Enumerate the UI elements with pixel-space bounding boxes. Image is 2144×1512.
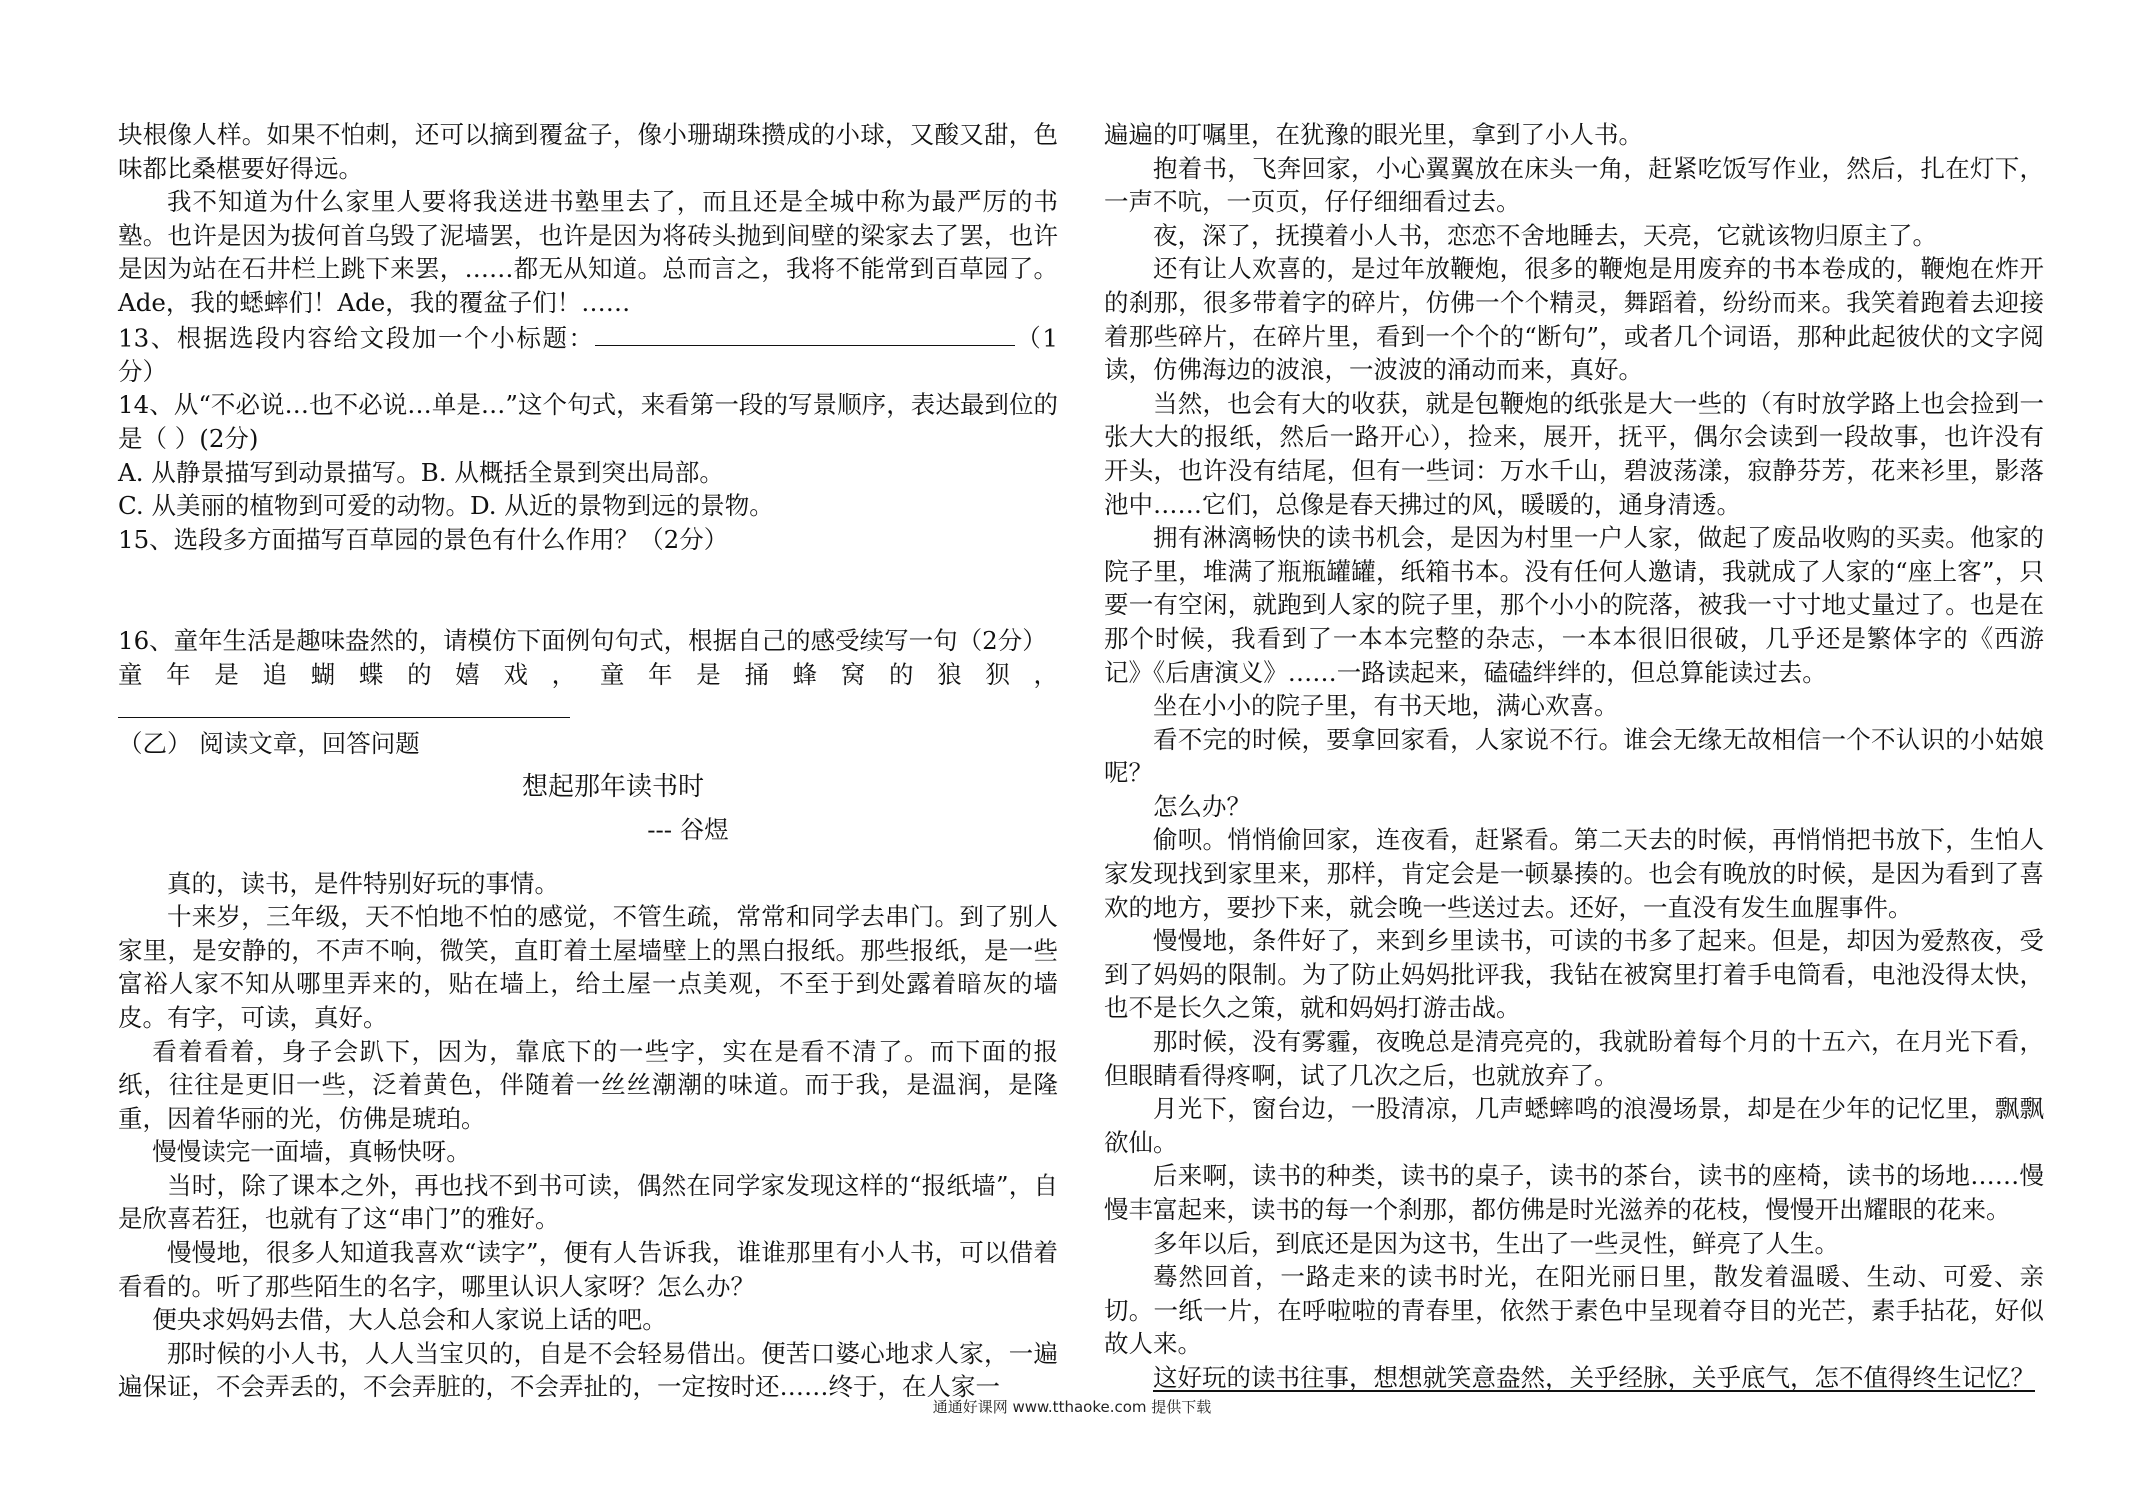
question-13-text: 13、根据选段内容给文段加一个小标题： xyxy=(118,323,595,353)
closing-paragraph xyxy=(1104,1361,2044,1395)
right-column xyxy=(1104,118,2044,1395)
paragraph: 蓦然回首，一路走来的读书时光，在阳光丽日里，散发着温暖、生动、可爱、亲切。一纸一片，在呼啦啦的青春里，依然于素色中呈现着夺目的光芒，素手拈花，好似故人来。 xyxy=(1104,1262,2044,1359)
spacer xyxy=(118,847,1058,867)
answer-blank[interactable] xyxy=(118,692,570,719)
paragraph: 看着看着，身子会趴下，因为，靠底下的一些字，实在是看不清了。而下面的报纸，往往是更旧一些，泛着黄色，伴随着一丝丝潮潮的味道。而于我，是温润，是隆重，因着华丽的光，仿佛是琥珀。 xyxy=(118,1036,1058,1133)
underlined-sentence: 这好玩的读书往事，想想就笑意盎然，关乎经脉，关乎底气，怎不值得终生记忆？ xyxy=(1153,1362,2035,1392)
question-16: 16、童年生活是趣味盎然的，请模仿下面例句句式，根据自己的感受续写一句（2分） xyxy=(118,626,1047,656)
question-16-example xyxy=(118,658,1058,727)
paragraph: 真的，读书，是件特别好玩的事情。 xyxy=(167,868,559,898)
example-sentence: 童年是追蝴蝶的嬉戏，童年是捅蜂窝的狼狈， xyxy=(118,660,1058,690)
question-14: 14、从“不必说…也不必说…单是…”这个句式，来看第一段的写景顺序，表达最到位的是（ ）(2分) xyxy=(118,390,1058,454)
paragraph: 偷呗。悄悄偷回家，连夜看，赶紧看。第二天去的时候，再悄悄把书放下，生怕人家发现找到家里来，那样，肯定会是一顿暴揍的。也会有晚放的时候，是因为看到了喜欢的地方，要抄下来，就会晚一些送过去。还好，一直没有发生血腥事件。 xyxy=(1104,825,2044,922)
essay-author: --- 谷煜 xyxy=(647,814,729,844)
question-13-score: （1分） xyxy=(118,323,1058,386)
paragraph: 那时候，没有雾霾，夜晚总是清亮亮的，我就盼着每个月的十五六，在月光下看，但眼睛看得疼啊，试了几次之后，也就放弃了。 xyxy=(1104,1027,2044,1090)
paragraph: 拥有淋漓畅快的读书机会，是因为村里一户人家，做起了废品收购的买卖。他家的院子里，堆满了瓶瓶罐罐，纸箱书本。没有任何人邀请，我就成了人家的“座上客”，只要一有空闲，就跑到人家的院子里，那个小小的院落，被我一寸寸地丈量过了。也是在那个时候，我看到了一本本完整的杂志，一本本很旧很破，几乎还是繁体字的《西游记》《后唐演义》……一路读起来，磕磕绊绊的，但总算能读过去。 xyxy=(1104,523,2044,687)
paragraph: 慢慢地，很多人知道我喜欢“读字”，便有人告诉我，谁谁那里有小人书，可以借着看看的。听了那些陌生的名字，哪里认识人家呀？怎么办？ xyxy=(118,1238,1058,1301)
paragraph: 坐在小小的院子里，有书天地，满心欢喜。 xyxy=(1153,691,1619,721)
paragraph: 抱着书，飞奔回家，小心翼翼放在床头一角，赶紧吃饭写作业，然后，扎在灯下，一声不吭，一页页，仔仔细细看过去。 xyxy=(1104,153,2044,217)
paragraph: 慢慢地，条件好了，来到乡里读书，可读的书多了起来。但是，却因为爱熬夜，受到了妈妈的限制。为了防止妈妈批评我，我钻在被窝里打着手电筒看，电池没得太快，也不是长久之策，就和妈妈打游击战。 xyxy=(1104,926,2044,1023)
paragraph: 十来岁，三年级，天不怕地不怕的感觉，不管生疏，常常和同学去串门。到了别人家里，是安静的，不声不响，微笑，直盯着土屋墙壁上的黑白报纸。那些报纸，是一些富裕人家不知从哪里弄来的，贴在墙上，给土屋一点美观，不至于到处露着暗灰的墙皮。有字，可读，真好。 xyxy=(118,902,1058,1032)
paragraph: 后来啊，读书的种类，读书的桌子，读书的茶台，读书的座椅，读书的场地……慢慢丰富起来，读书的每一个刹那，都仿佛是时光滋养的花枝，慢慢开出耀眼的花来。 xyxy=(1104,1161,2044,1224)
paragraph: 月光下，窗台边，一股清凉，几声蟋蟀鸣的浪漫场景，却是在少年的记忆里，飘飘欲仙。 xyxy=(1104,1094,2044,1157)
paragraph: 那时候的小人书，人人当宝贝的，自是不会轻易借出。便苦口婆心地求人家，一遍遍保证，不会弄丢的，不会弄脏的，不会弄扯的，一定按时还……终于，在人家一 xyxy=(118,1338,1058,1402)
option-ab: A. 从静景描写到动景描写。B. 从概括全景到突出局部。 xyxy=(118,457,724,487)
paragraph: 遍遍的叮嘱里，在犹豫的眼光里，拿到了小人书。 xyxy=(1104,120,1643,149)
question-13 xyxy=(118,320,1058,389)
paragraph: 当时，除了课本之外，再也找不到书可读，偶然在同学家发现这样的“报纸墙”，自是欣喜若狂，也就有了这“串门”的雅好。 xyxy=(118,1170,1058,1234)
question-15: 15、选段多方面描写百草园的景色有什么作用？（2分） xyxy=(118,524,729,554)
paragraph: 慢慢读完一面墙，真畅快呀。 xyxy=(152,1137,471,1167)
essay-title: 想起那年读书时 xyxy=(521,771,704,802)
option-cd: C. 从美丽的植物到可爱的动物。D. 从近的景物到远的景物。 xyxy=(118,491,774,521)
paragraph: 多年以后，到底还是因为这书，生出了一些灵性，鲜亮了人生。 xyxy=(1153,1228,1839,1258)
footer-credit: 通通好课网 www.tthaoke.com 提供下载 xyxy=(932,1398,1212,1416)
paragraph: 还有让人欢喜的，是过年放鞭炮，很多的鞭炮是用废弃的书本卷成的，鞭炮在炸开的刹那，很多带着字的碎片，仿佛一个个精灵，舞蹈着，纷纷而来。我笑着跑着去迎接着那些碎片，在碎片里，看到一个个的“断句”，或者几个词语，那种此起彼伏的文字阅读，仿佛海边的波浪，一波波的涌动而来，真好。 xyxy=(1104,254,2044,385)
paragraph: 我不知道为什么家里人要将我送进书塾里去了，而且还是全城中称为最严厉的书塾。也许是因为拔何首乌毁了泥墙罢，也许是因为将砖头抛到间壁的梁家去了罢，也许是因为站在石井栏上跳下来罢，……都无从知道。总而言之，我将不能常到百草园了。Ade，我的蟋蟀们！Ade，我的覆盆子们！…… xyxy=(118,187,1058,317)
paragraph: 块根像人样。如果不怕刺，还可以摘到覆盆子，像小珊瑚珠攒成的小球，又酸又甜，色味都比桑椹要好得远。 xyxy=(118,120,1058,183)
part-b-heading: （乙） 阅读文章，回答问题 xyxy=(118,728,420,758)
left-column xyxy=(118,118,1058,1404)
answer-space xyxy=(118,556,1058,624)
paragraph: 夜，深了，抚摸着小人书，恋恋不舍地睡去，天亮，它就该物归原主了。 xyxy=(1153,220,1937,250)
paragraph: 怎么办？ xyxy=(1153,791,1251,821)
answer-blank[interactable] xyxy=(595,320,1015,347)
paragraph: 当然，也会有大的收获，就是包鞭炮的纸张是大一些的（有时放学路上也会捡到一张大大的报纸，然后一路开心），捡来，展开，抚平，偶尔会读到一段故事，也许没有开头，也许没有结尾，但有一些词：万水千山，碧波荡漾，寂静芬芳，花来衫里，影落池中……它们，总像是春天拂过的风，暖暖的，通身清透。 xyxy=(1104,388,2044,519)
paragraph: 看不完的时候，要拿回家看，人家说不行。谁会无缘无故相信一个不认识的小姑娘呢？ xyxy=(1104,724,2044,788)
paragraph: 便央求妈妈去借，大人总会和人家说上话的吧。 xyxy=(152,1305,667,1335)
